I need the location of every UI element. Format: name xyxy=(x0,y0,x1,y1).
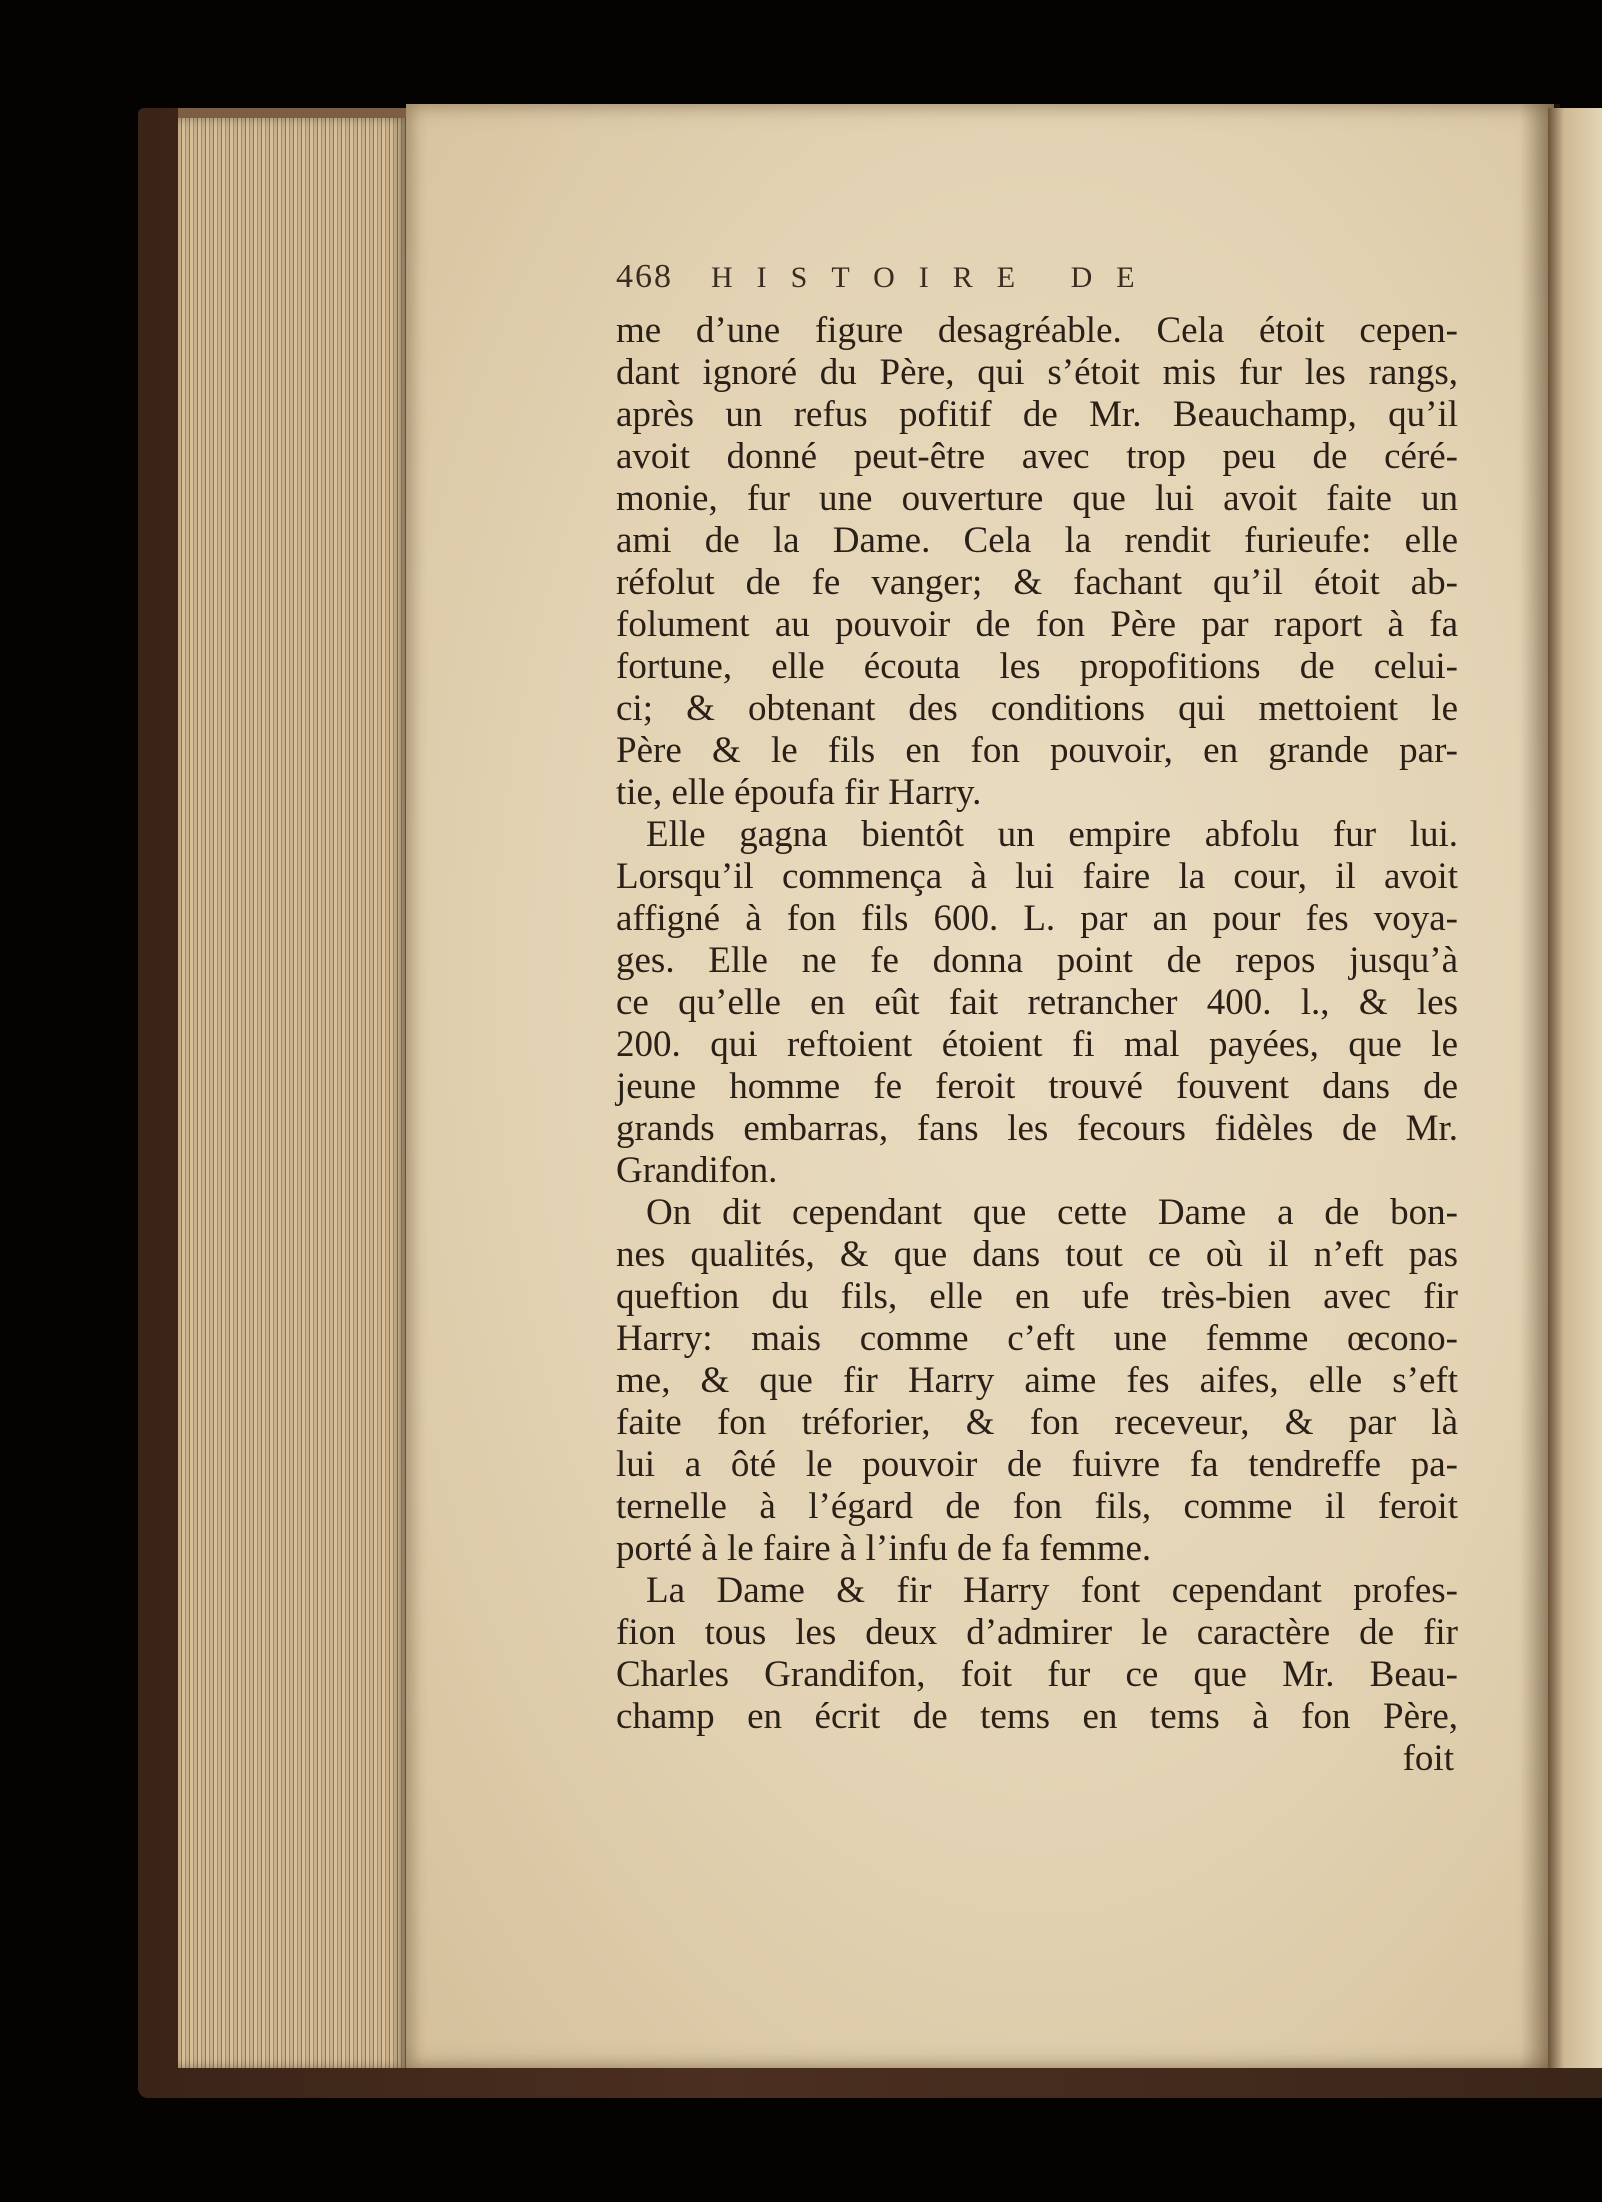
text-line: porté à le faire à l’infu de fa femme. xyxy=(616,1528,1152,1569)
text-line: monie, fur une ouverture que lui avoit faite un xyxy=(616,478,1458,519)
text-line: Elle gagna bientôt un empire abfolu fur lui. xyxy=(646,814,1458,855)
text-column xyxy=(616,258,1458,1780)
catchword: foit xyxy=(1402,1738,1454,1779)
text-line: faite fon tréforier, & fon receveur, & par là xyxy=(616,1402,1458,1443)
text-line: ternelle à l’égard de fon fils, comme il feroit xyxy=(616,1486,1458,1527)
page-header xyxy=(616,258,1458,310)
running-head: HISTOIRE DE xyxy=(711,261,1159,294)
text-line: tie, elle époufa fir Harry. xyxy=(616,772,982,813)
text-line: ami de la Dame. Cela la rendit furieufe: elle xyxy=(616,520,1458,561)
text-line: fion tous les deux d’admirer le caractère de fir xyxy=(616,1612,1458,1653)
text-line: La Dame & fir Harry font cependant profes- xyxy=(646,1570,1458,1611)
text-line: fortune, elle écouta les propofitions de celui- xyxy=(616,646,1458,687)
text-line: me, & que fir Harry aime fes aifes, elle s’eft xyxy=(616,1360,1458,1401)
text-line: après un refus pofitif de Mr. Beauchamp, qu’il xyxy=(616,394,1458,435)
text-line: affigné à fon fils 600. L. par an pour fes voya- xyxy=(616,898,1458,939)
text-line: ci; & obtenant des conditions qui mettoient le xyxy=(616,688,1458,729)
text-line: nes qualités, & que dans tout ce où il n’eft pas xyxy=(616,1234,1458,1275)
text-line: ges. Elle ne fe donna point de repos jusqu’à xyxy=(616,940,1458,981)
right-page-edge xyxy=(1548,108,1602,2068)
text-line: Lorsqu’il commença à lui faire la cour, il avoit xyxy=(616,856,1458,897)
text-line: me d’une figure desagréable. Cela étoit cepen- xyxy=(616,310,1458,351)
text-line: folument au pouvoir de fon Père par raport à fa xyxy=(616,604,1458,645)
text-line: avoit donné peut-être avec trop peu de céré- xyxy=(616,436,1458,477)
text-line: ce qu’elle en eût fait retrancher 400. l., & les xyxy=(616,982,1458,1023)
text-line: Charles Grandifon, foit fur ce que Mr. Beau- xyxy=(616,1654,1458,1695)
text-line: lui a ôté le pouvoir de fuivre fa tendreffe pa- xyxy=(616,1444,1458,1485)
text-line: On dit cependant que cette Dame a de bon- xyxy=(646,1192,1458,1233)
text-line: Grandifon. xyxy=(616,1150,778,1191)
body-text xyxy=(616,310,1458,1738)
text-line: Père & le fils en fon pouvoir, en grande par- xyxy=(616,730,1458,771)
text-line: grands embarras, fans les fecours fidèles de Mr. xyxy=(616,1108,1458,1149)
page-block-edges xyxy=(178,118,406,2068)
text-line: réfolut de fe vanger; & fachant qu’il étoit ab- xyxy=(616,562,1458,603)
text-line: jeune homme fe feroit trouvé fouvent dans de xyxy=(616,1066,1458,1107)
text-line: 200. qui reftoient étoient fi mal payées, que le xyxy=(616,1024,1458,1065)
text-line: Harry: mais comme c’eft une femme œcono- xyxy=(616,1318,1458,1359)
text-line: dant ignoré du Père, qui s’étoit mis fur les rangs, xyxy=(616,352,1458,393)
text-line: champ en écrit de tems en tems à fon Père, xyxy=(616,1696,1458,1737)
page-number: 468 xyxy=(616,258,673,295)
text-line: queftion du fils, elle en ufe très-bien avec fir xyxy=(616,1276,1458,1317)
